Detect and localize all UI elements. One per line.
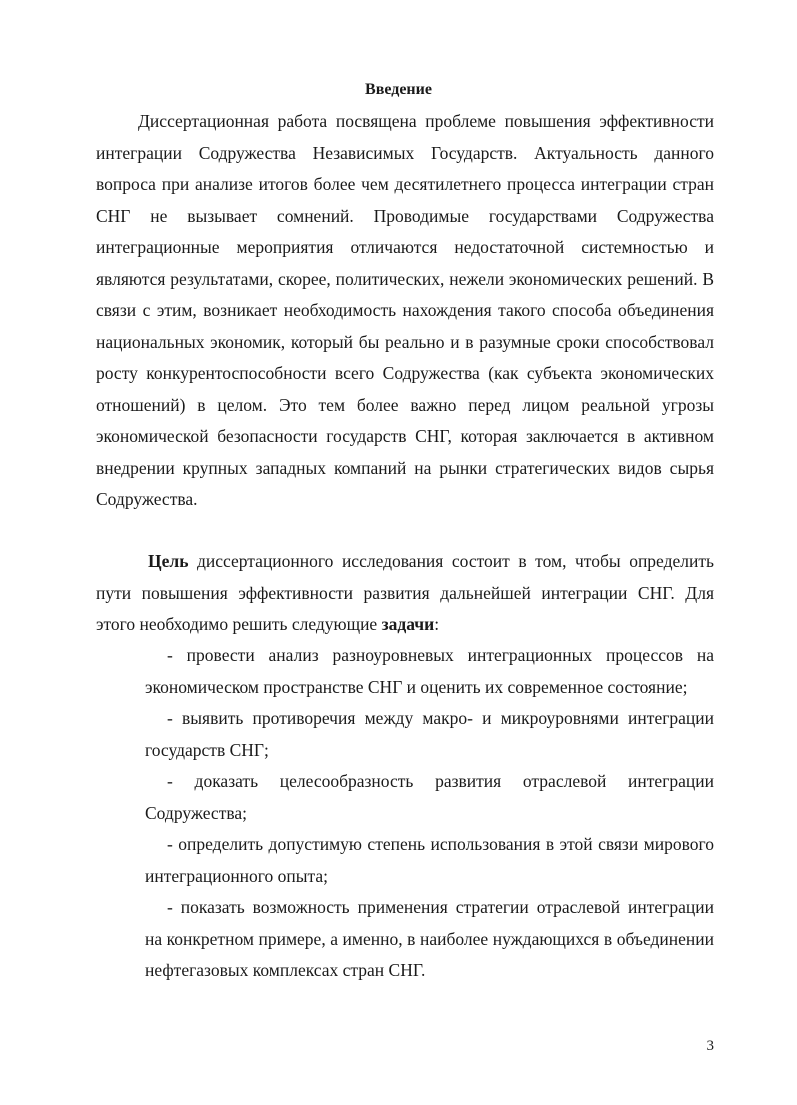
goal-paragraph bbox=[96, 546, 714, 641]
goal-keyword: Цель bbox=[148, 551, 189, 571]
goal-text: диссертационного исследования состоит в том, чтобы определить пути повышения эффективности развития дальнейшей интеграции СНГ. Для этого необходимо решить следующие bbox=[96, 551, 714, 634]
list-item: - выявить противоречия между макро- и микроуровнями интеграции государств СНГ; bbox=[145, 708, 714, 760]
list-item: - определить допустимую степень использования в этой связи мирового интеграционного опыта; bbox=[145, 834, 714, 886]
list-item: - показать возможность применения стратегии отраслевой интеграции на конкретном примере, а именно, в наиболее нуждающихся в объединении нефтегазовых комплексах стран СНГ. bbox=[145, 897, 714, 980]
page-number: 3 bbox=[706, 1038, 714, 1054]
page-title: Введение bbox=[365, 81, 432, 98]
list-item: - провести анализ разноуровневых интеграционных процессов на экономическом пространстве СНГ и оценить их современное состояние; bbox=[145, 645, 714, 697]
tasks-list bbox=[145, 640, 714, 987]
list-item: - доказать целесообразность развития отраслевой интеграции Содружества; bbox=[145, 771, 714, 823]
tasks-keyword: задачи bbox=[381, 614, 435, 634]
goal-text-end: : bbox=[434, 614, 440, 634]
introduction-paragraph: Диссертационная работа посвящена проблеме повышения эффективности интеграции Содружества Независимых Государств. Актуальность данного вопроса при анализе итогов более чем десятилетнего процесса интеграции стран СНГ не вызывает сомнений. Проводимые государствами Содружества интеграционные мероприятия отличаются недостаточной системностью и являются результатами, скорее, политических, нежели экономических решений. В связи с этим, возникает необходимость нахождения такого способа объединения национальных экономик, который бы реально и в разумные сроки способствовал росту конкурентоспособности всего Содружества (как субъекта экономических отношений) в целом. Это тем более важно перед лицом реальной угрозы экономической безопасности государств СНГ, которая заключается в активном внедрении крупных западных компаний на рынки стратегических видов сырья Содружества. bbox=[96, 111, 714, 509]
